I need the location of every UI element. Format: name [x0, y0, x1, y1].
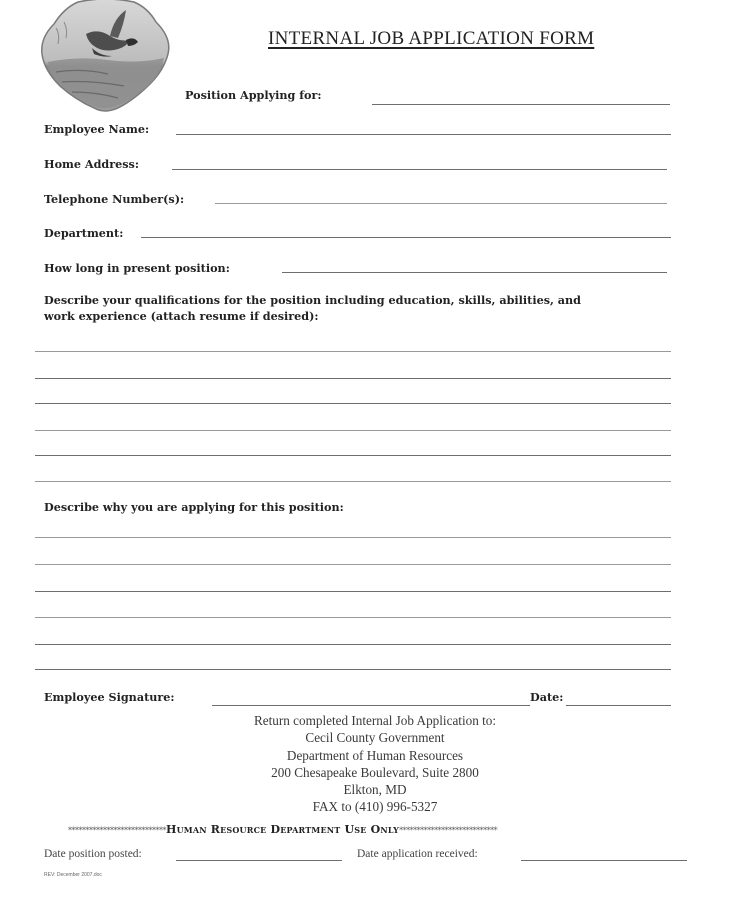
why-applying-line-5[interactable]	[35, 644, 671, 645]
hr-use-banner	[68, 823, 497, 836]
position-label: Position Applying for:	[185, 88, 322, 102]
return-line-1: Return completed Internal Job Application to:	[253, 713, 497, 728]
signature-field[interactable]	[212, 705, 530, 706]
why-applying-line-2[interactable]	[35, 564, 671, 565]
qualifications-line-4[interactable]	[35, 430, 671, 431]
qualifications-prompt-line1: Describe your qualifications for the position including education, skills, abilities, and	[44, 293, 581, 307]
employee-name-field[interactable]	[176, 134, 671, 135]
telephone-label: Telephone Number(s):	[44, 192, 185, 206]
qualifications-line-2[interactable]	[35, 378, 671, 379]
home-address-label: Home Address:	[44, 157, 139, 171]
position-field[interactable]	[372, 104, 670, 105]
home-address-field[interactable]	[172, 169, 667, 170]
hr-stars-right: ****************************	[399, 826, 498, 835]
why-applying-prompt: Describe why you are applying for this position:	[44, 500, 344, 514]
qualifications-line-1[interactable]	[35, 351, 671, 352]
qualifications-line-3[interactable]	[35, 403, 671, 404]
date-posted-label: Date position posted:	[44, 848, 142, 860]
county-seal-goose-icon	[38, 0, 172, 112]
form-title: INTERNAL JOB APPLICATION FORM	[268, 28, 595, 49]
date-received-field[interactable]	[521, 860, 687, 861]
signature-label: Employee Signature:	[44, 690, 175, 704]
return-line-4: 200 Chesapeake Boulevard, Suite 2800	[271, 764, 479, 780]
return-instructions	[0, 712, 750, 816]
qualifications-line-5[interactable]	[35, 455, 671, 456]
why-applying-line-1[interactable]	[35, 537, 671, 538]
date-posted-field[interactable]	[176, 860, 342, 861]
county-seal-logo	[38, 0, 172, 112]
why-applying-line-6[interactable]	[35, 669, 671, 670]
hr-stars-left: ****************************	[68, 826, 166, 835]
revision-note: REV: December 2007.doc	[44, 872, 102, 878]
how-long-field[interactable]	[282, 272, 667, 273]
qualifications-line-6[interactable]	[35, 481, 671, 482]
qualifications-prompt-line2: work experience (attach resume if desired):	[44, 309, 319, 323]
telephone-field[interactable]	[215, 203, 667, 204]
date-field[interactable]	[566, 705, 671, 706]
date-received-label: Date application received:	[357, 848, 478, 860]
return-line-5: Elkton, MD	[343, 782, 407, 798]
hr-use-title: Human Resource Department Use Only	[166, 823, 400, 836]
date-label: Date:	[530, 690, 564, 704]
return-line-6: FAX to (410) 996-5327	[312, 799, 438, 815]
how-long-label: How long in present position:	[44, 261, 230, 275]
department-field[interactable]	[141, 237, 671, 238]
return-line-3: Department of Human Resources	[286, 747, 464, 763]
why-applying-line-3[interactable]	[35, 591, 671, 592]
department-label: Department:	[44, 226, 124, 240]
return-line-2: Cecil County Government	[305, 730, 445, 746]
employee-name-label: Employee Name:	[44, 122, 150, 136]
why-applying-line-4[interactable]	[35, 617, 671, 618]
